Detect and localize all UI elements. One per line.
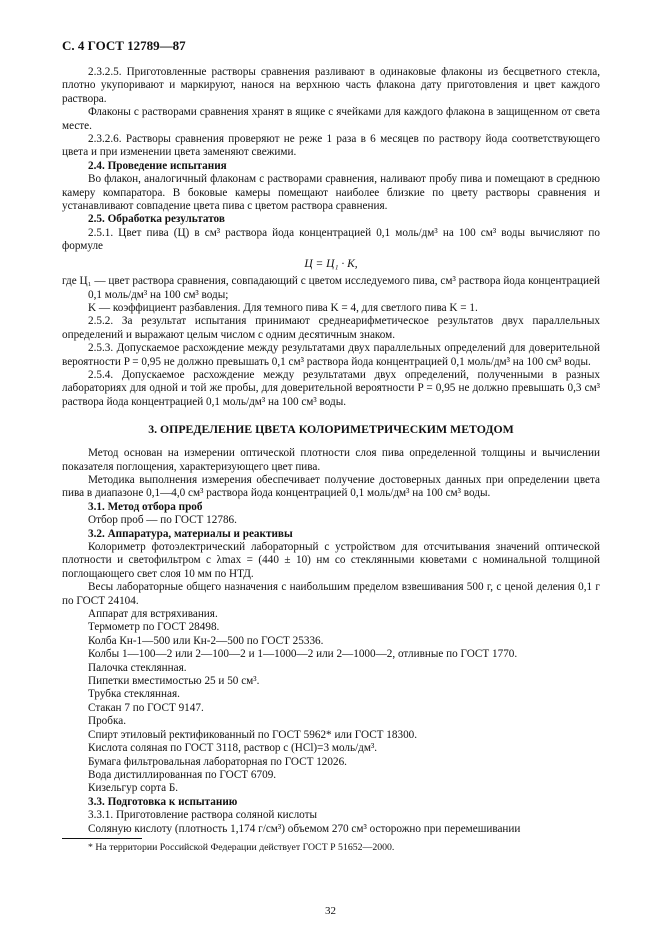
paragraph: 2.5.2. За результат испытания принимают среднеарифметическое результатов двух параллельных определений и выражают целым числом с одним десятичным знаком.	[62, 315, 600, 341]
formula: Ц = Ц₁ · K,	[304, 257, 358, 270]
section-heading: 3. ОПРЕДЕЛЕНИЕ ЦВЕТА КОЛОРИМЕТРИЧЕСКИМ МЕТОДОМ	[148, 422, 514, 437]
paragraph: Весы лабораторные общего назначения с наибольшим пределом взвешивания 500 г, с ценой деления 0,1 г по ГОСТ 24104.	[62, 581, 600, 607]
paragraph: 2.5.3. Допускаемое расхождение между результатами двух параллельных определений для доверительной вероятности P = 0,95 не должно превышать 0,1 см³ раствора йода концентрацией 0,1 моль/дм³ на 100 см³ воды.	[62, 342, 600, 368]
subsection-heading: 3.2. Аппаратура, материалы и реактивы	[88, 527, 293, 540]
subsection-heading: 3.3. Подготовка к испытанию	[88, 795, 238, 808]
paragraph: Во флакон, аналогичный флаконам с растворами сравнения, наливают пробу пива и помещают в среднюю камеру компаратора. В боковые камеры помещают наиболее близкие по цвету растворы сравнения и устанавливают совпадение цвета пива с цветом раствора сравнения.	[62, 173, 600, 213]
paragraph: Соляную кислоту (плотность 1,174 г/см³) объемом 270 см³ осторожно при перемешивании	[88, 822, 521, 835]
paragraph: Пробка.	[88, 715, 126, 728]
paragraph: Бумага фильтровальная лабораторная по ГОСТ 12026.	[88, 755, 347, 768]
paragraph: Отбор проб — по ГОСТ 12786.	[88, 514, 237, 527]
paragraph: 3.3.1. Приготовление раствора соляной кислоты	[88, 809, 318, 822]
subsection-heading: 3.1. Метод отбора проб	[88, 500, 203, 513]
paragraph: Вода дистиллированная по ГОСТ 6709.	[88, 768, 277, 781]
paragraph: Колба Кн-1—500 или Кн-2—500 по ГОСТ 25336.	[88, 634, 324, 647]
footnote: * На территории Российской Федерации действует ГОСТ Р 51652—2000.	[88, 841, 395, 853]
paragraph: Кизельгур сорта Б.	[88, 782, 179, 795]
paragraph: Флаконы с растворами сравнения хранят в ящике с ячейками для каждого флакона в защищенном от света месте.	[62, 106, 600, 132]
running-header: С. 4 ГОСТ 12789—87	[62, 38, 186, 53]
page-number: 32	[325, 905, 336, 917]
paragraph: Кислота соляная по ГОСТ 3118, раствор с (HCl)=3 моль/дм³.	[88, 742, 378, 755]
paragraph: K — коэффициент разбавления. Для темного пива K = 4, для светлого пива K = 1.	[88, 301, 478, 314]
paragraph: Спирт этиловый ректификованный по ГОСТ 5962* или ГОСТ 18300.	[88, 728, 418, 741]
paragraph: Стакан 7 по ГОСТ 9147.	[88, 701, 204, 714]
paragraph: Аппарат для встряхивания.	[88, 608, 218, 621]
document-page	[62, 38, 600, 854]
paragraph: 2.5.1. Цвет пива (Ц) в см³ раствора йода концентрацией 0,1 моль/дм³ на 100 см³ воды вычисляют по формуле	[62, 226, 600, 253]
footnote-rule	[62, 838, 142, 839]
paragraph: Метод основан на измерении оптической плотности слоя пива определенной толщины и вычислении показателя поглощения, характеризующего цвет пива.	[62, 447, 600, 473]
paragraph: Методика выполнения измерения обеспечивает получение достоверных данных при определении цвета пива в диапазоне 0,1—4,0 см³ раствора йода концентрацией 0,1 моль/дм³ на 100 см³ воды.	[62, 473, 600, 500]
paragraph: Палочка стеклянная.	[88, 661, 187, 674]
paragraph: Колбы 1—100—2 или 2—100—2 и 1—1000—2 или 2—1000—2, отливные по ГОСТ 1770.	[88, 648, 518, 661]
paragraph: 2.3.2.6. Растворы сравнения проверяют не реже 1 раза в 6 месяцев по раствору йода соответствующего цвета и при изменении цвета заменяют свежими.	[62, 133, 600, 159]
paragraph: 2.5.4. Допускаемое расхождение между результатами двух определений, полученными в разных лабораториях для одной и той же пробы, для доверительной вероятности P = 0,95 не должно превышать 0,3 см³ раствора йода концентрацией 0,1 моль/дм³ на 100 см³ воды.	[62, 368, 600, 408]
paragraph: Колориметр фотоэлектрический лабораторный с устройством для отсчитывания значений оптической плотности и светофильтром с λmax = (440 ± 10) нм со стеклянными кюветами с номинальной толщиной поглощающего свет слоя 10 мм по НТД.	[62, 541, 600, 580]
paragraph: 2.3.2.5. Приготовленные растворы сравнения разливают в одинаковые флаконы из бесцветного стекла, плотно укупоривают и маркируют, нанося на верхнюю часть флакона дату приготовления и цвет каждого раствора.	[62, 66, 600, 105]
document-body	[62, 66, 600, 836]
paragraph: Термометр по ГОСТ 28498.	[88, 621, 220, 634]
paragraph: где Ц₁ — цвет раствора сравнения, совпадающий с цветом исследуемого пива, см³ раствора йода концентрацией 0,1 моль/дм³ на 100 см³ воды;	[62, 275, 600, 301]
subsection-heading: 2.5. Обработка результатов	[88, 213, 225, 226]
paragraph: Пипетки вместимостью 25 и 50 см³.	[88, 675, 260, 688]
subsection-heading: 2.4. Проведение испытания	[88, 159, 227, 172]
paragraph: Трубка стеклянная.	[88, 688, 180, 701]
